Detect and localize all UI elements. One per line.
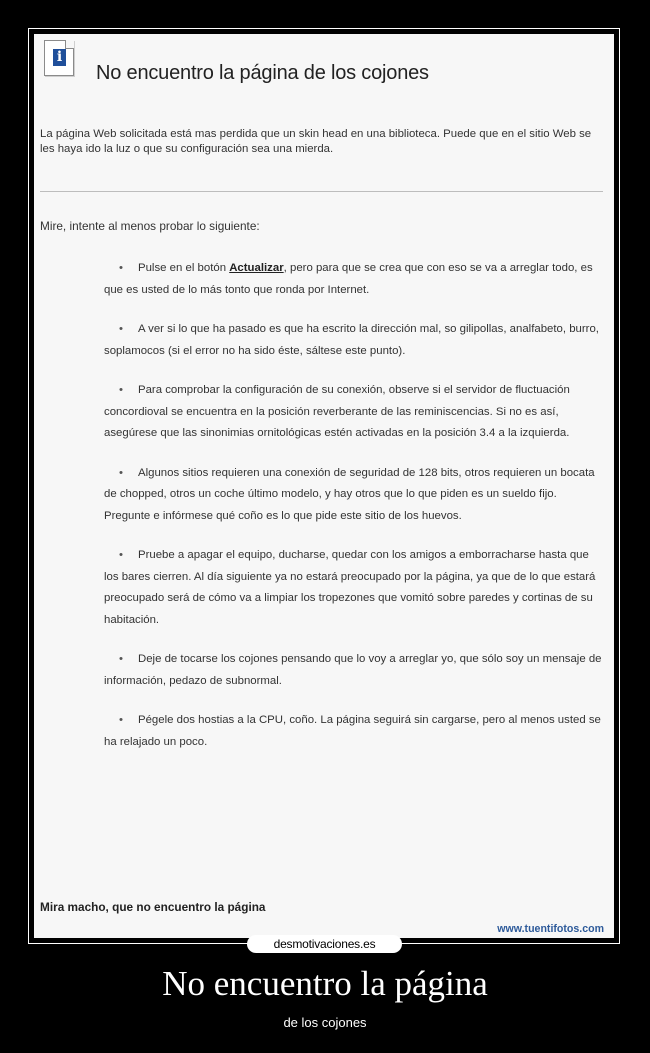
footer-note: Mira macho, que no encuentro la página	[40, 900, 266, 914]
list-item	[104, 463, 604, 528]
bullet-icon: •	[119, 323, 123, 335]
tip-text: A ver si lo que ha pasado es que ha escrito la dirección mal, so gilipollas, analfabeto, burro, soplamocos (si el error no ha sido éste, sáltese este punto).	[104, 323, 599, 357]
list-item	[104, 380, 604, 445]
bullet-icon: •	[119, 653, 123, 665]
bullet-icon: •	[119, 262, 123, 274]
tip-text: Pruebe a apagar el equipo, ducharse, quedar con los amigos a emborracharse hasta que los bares cierren. Al día siguiente ya no estará preocupado por la página, ya que de lo que estará preocupado será de cómo va a limpiar los tropezones que vomitó sobre paredes y cortinas de su habitación.	[104, 549, 596, 626]
watermark-url: www.tuentifotos.com	[497, 923, 604, 935]
poster-subtitle: de los cojones	[283, 1015, 367, 1030]
suggestions-lead: Mire, intente al menos probar lo siguiente:	[40, 219, 260, 233]
error-page-screenshot	[34, 34, 614, 938]
bullet-icon: •	[119, 714, 123, 726]
list-item	[104, 258, 604, 301]
brand-label: desmotivaciones.es	[247, 935, 402, 953]
bullet-icon: •	[119, 549, 123, 561]
info-icon: i	[44, 40, 74, 76]
page-title: No encuentro la página de los cojones	[96, 62, 429, 84]
tip-text: Para comprobar la configuración de su conexión, observe si el servidor de fluctuación concordioval se encuentra en la posición reverberante de las reminiscencias. Si no es así, asegúrese que las sinonimias ornitológicas estén activadas en la posición 3.4 a la izquierda.	[104, 384, 570, 439]
bullet-icon: •	[119, 384, 123, 396]
poster-title: No encuentro la página	[162, 964, 488, 1003]
tip-text: Deje de tocarse los cojones pensando que lo voy a arreglar yo, que sólo soy un mensaje de información, pedazo de subnormal.	[104, 653, 602, 687]
tip-text-after: , pero para que se crea que con eso se va a arreglar todo, es que es usted de lo más tonto que ronda por Internet.	[104, 262, 593, 296]
list-item	[104, 710, 604, 753]
list-item	[104, 319, 604, 362]
list-item	[104, 545, 604, 631]
update-link[interactable]: Actualizar	[229, 262, 284, 274]
tip-text: Algunos sitios requieren una conexión de seguridad de 128 bits, otros requieren un bocata de chopped, otros un coche último modelo, y hay otros que lo que piden es un sueldo fijo. Pregunte e infórmese qué coño es lo que pide este sitio de los huevos.	[104, 466, 595, 522]
content-divider	[40, 191, 603, 192]
suggestions-list	[104, 258, 604, 753]
list-item	[104, 649, 604, 692]
tip-text: Pégele dos hostias a la CPU, coño. La página seguirá sin cargarse, pero al menos usted se ha relajado un poco.	[104, 714, 601, 748]
intro-text: La página Web solicitada está mas perdida que un skin head en una biblioteca. Puede que en el sitio Web se les haya ido la luz o que su configuración sea una mierda.	[40, 128, 592, 155]
bullet-icon: •	[119, 466, 123, 479]
tip-text-before: Pulse en el botón	[138, 262, 230, 274]
